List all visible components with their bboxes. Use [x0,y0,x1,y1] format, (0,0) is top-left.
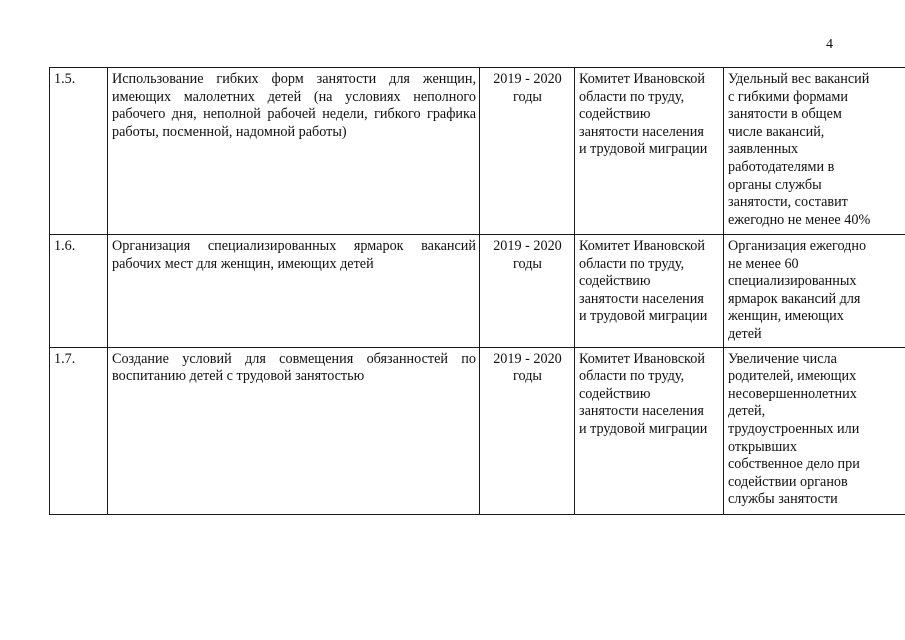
responsible-cell [575,235,724,348]
result-text: Организация ежегодно не менее 60 специализированных ярмарок вакансий для женщин, имеющих детей [728,238,867,342]
result-text: Увеличение числа родителей, имеющих несовершеннолетних детей, трудоустроенных или открывших собственное дело при содействии органов службы занятости [728,350,860,508]
period-text: 2019 - 2020 годы [493,350,562,385]
period-text: 2019 - 2020 годы [493,71,562,105]
result-cell [724,347,905,514]
period-text: 2019 - 2020 годы [493,238,562,272]
responsible-text: Комитет Ивановской области по труду, содействию занятости населения и трудовой миграции [579,238,708,325]
table-row [50,68,905,235]
period-cell [480,68,575,235]
page-number: 4 [826,37,833,52]
table-row [50,347,905,514]
table-row [50,235,905,348]
responsible-text: Комитет Ивановской области по труду, содействию занятости населения и трудовой миграции [579,71,708,158]
responsible-text: Комитет Ивановской области по труду, содействию занятости населения и трудовой миграции [579,350,708,437]
responsible-cell [575,68,724,235]
action-plan-table [49,67,905,515]
responsible-cell [575,347,724,514]
result-cell [724,68,905,235]
activity-cell: Использование гибких форм занятости для женщин, имеющих малолетних детей (на условиях неполного рабочего дня, неполной рабочей недели, гибкого графика работы, посменной, надомной работы) [108,68,480,235]
period-cell [480,347,575,514]
item-number: 1.7. [50,347,108,514]
activity-cell: Создание условий для совмещения обязанностей по воспитанию детей с трудовой занятостью [108,347,480,514]
result-cell [724,235,905,348]
item-number: 1.6. [50,235,108,348]
period-cell [480,235,575,348]
item-number: 1.5. [50,68,108,235]
activity-cell: Организация специализированных ярмарок вакансий рабочих мест для женщин, имеющих детей [108,235,480,348]
result-text: Удельный вес вакансий с гибкими формами занятости в общем числе вакансий, заявленных работодателями в органы службы занятости, составит ежегодно не менее 40% [728,71,871,228]
